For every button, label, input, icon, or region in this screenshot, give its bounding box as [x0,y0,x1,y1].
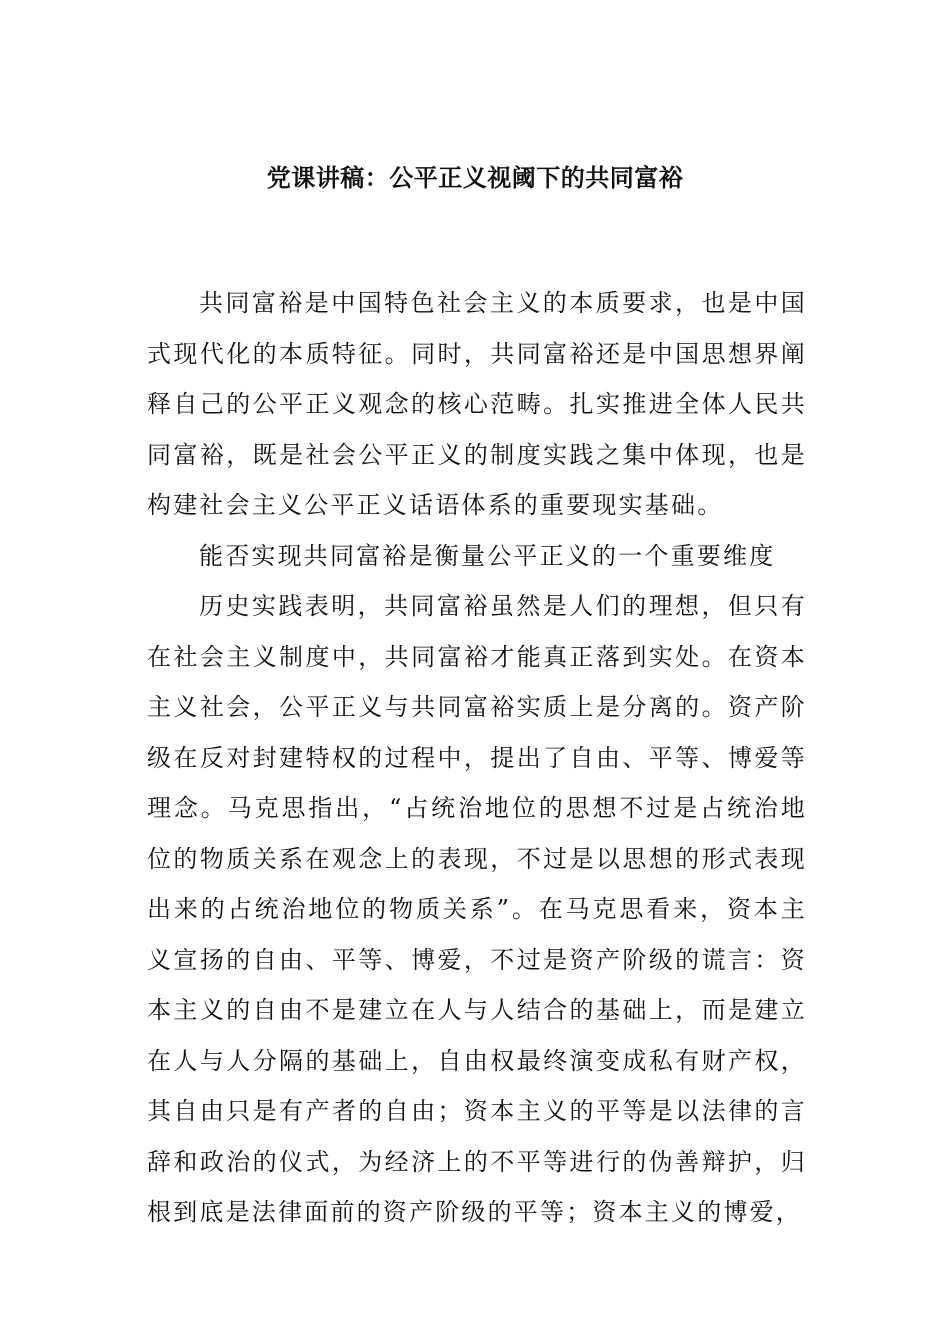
paragraph-intro: 共同富裕是中国特色社会主义的本质要求，也是中国式现代化的本质特征。同时，共同富裕还是中国思想界阐释自己的公平正义观念的核心范畴。扎实推进全体人民共同富裕，既是社会公平正义的制度实践之集中体现，也是构建社会主义公平正义话语体系的重要现实基础。 [147,289,807,519]
paragraph-subheading: 能否实现共同富裕是衡量公平正义的一个重要维度 [199,541,776,570]
document-title: 党课讲稿：公平正义视阈下的共同富裕 [266,164,684,192]
document-body [147,278,807,1238]
paragraph-history: 历史实践表明，共同富裕虽然是人们的理想，但只有在社会主义制度中，共同富裕才能真正落到实处。在资本主义社会，公平正义与共同富裕实质上是分离的。资产阶级在反对封建特权的过程中，提出了自由、平等、博爱等理念。马克思指出，“占统治地位的思想不过是占统治地位的物质关系在观念上的表现，不过是以思想的形式表现出来的占统治地位的物质关系”。在马克思看来，资本主义宣扬的自由、平等、博爱，不过是资产阶级的谎言：资本主义的自由不是建立在人与人结合的基础上，而是建立在人与人分隔的基础上，自由权最终演变成私有财产权，其自由只是有产者的自由；资本主义的平等是以法律的言辞和政治的仪式，为经济上的不平等进行的伪善辩护，归根到底是法律面前的资产阶级的平等；资本主义的博爱， [147,592,807,1226]
